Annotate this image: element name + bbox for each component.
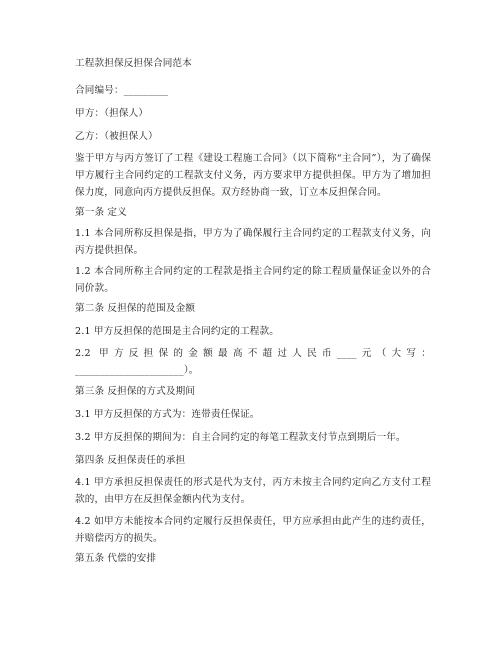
contract-number: 合同编号：_________ (75, 85, 169, 96)
article-5-heading: 第五条 代偿的安排 (75, 553, 157, 564)
article-1-heading: 第一条 定义 (75, 207, 127, 218)
clause-1-2: 1.2 本合同所称主合同约定的工程款是指主合同约定的除工程质量保证金以外的合同价款。 (75, 266, 431, 294)
clause-3-2: 3.2 甲方反担保的期间为：自主合同约定的每笔工程款支付节点到期后一年。 (75, 432, 406, 443)
document-title: 工程款担保反担保合同范本 (75, 58, 192, 69)
preamble-paragraph: 鉴于甲方与丙方签订了工程《建设工程施工合同》（以下简称“主合同”），为了确保甲方履行主合同约定的工程款支付义务，丙方要求甲方提供担保。甲方为了增加担保力度，同意向丙方提供反担保。双方经协商一致，订立本反担保合同。 (75, 153, 431, 198)
article-2-heading: 第二条 反担保的范围及金额 (75, 303, 196, 314)
clause-1-1: 1.1 本合同所称反担保是指，甲方为了确保履行主合同约定的工程款支付义务，向丙方提供担保。 (75, 228, 431, 256)
clause-2-2: 2.2 甲方反担保的金额最高不超过人民币____元（大写：______________________）。 (75, 348, 431, 376)
article-3-heading: 第三条 反担保的方式及期间 (75, 386, 196, 397)
clause-3-1: 3.1 甲方反担保的方式为：连带责任保证。 (75, 409, 260, 420)
clause-2-1: 2.1 甲方反担保的范围是主合同约定的工程款。 (75, 326, 280, 337)
party-b-line: 乙方：（被担保人） (75, 131, 158, 142)
clause-4-1: 4.1 甲方承担反担保责任的形式是代为支付，丙方未按主合同约定向乙方支付工程款的，由甲方在反担保金额内代为支付。 (75, 477, 431, 505)
article-4-heading: 第四条 反担保责任的承担 (75, 455, 186, 466)
party-a-line: 甲方：（担保人） (75, 108, 149, 119)
clause-4-2: 4.2 如甲方未能按本合同约定履行反担保责任，甲方应承担由此产生的违约责任，并赔偿丙方的损失。 (75, 516, 431, 544)
